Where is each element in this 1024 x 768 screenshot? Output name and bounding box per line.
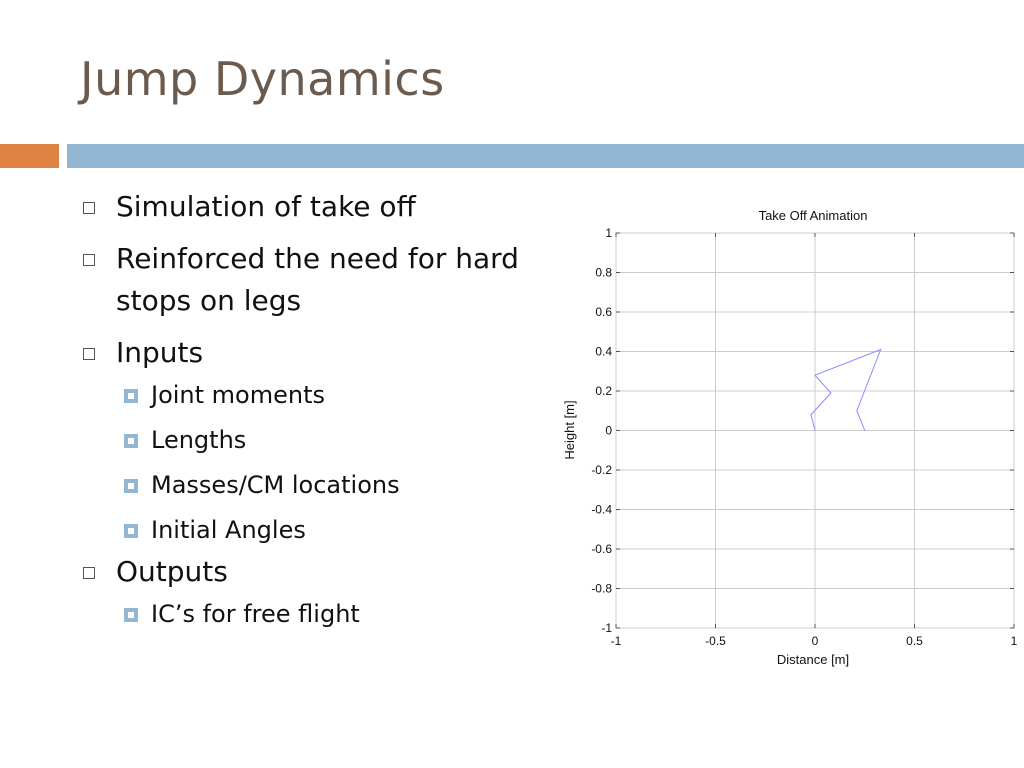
bullet-hard-stops xyxy=(80,238,540,322)
y-tick-label: -1 xyxy=(601,621,612,635)
accent-bar xyxy=(0,144,59,168)
bullet-inputs xyxy=(80,332,540,374)
bullet-outputs xyxy=(80,551,540,593)
bullet-text: Simulation of take off xyxy=(116,190,416,223)
sub-bullet-masses xyxy=(80,468,540,502)
sub-bullet-ics xyxy=(80,597,540,631)
x-axis-label: Distance [m] xyxy=(776,652,850,667)
hollow-square-bullet-icon xyxy=(83,254,95,266)
y-tick-label: -0.4 xyxy=(591,502,612,517)
hollow-square-bullet-icon xyxy=(83,567,95,579)
slide-title: Jump Dynamics xyxy=(80,52,445,106)
x-tick-label: -0.5 xyxy=(705,634,726,648)
bullet-list xyxy=(80,186,540,642)
title-rule-bar xyxy=(67,144,1024,168)
y-tick-label: -0.6 xyxy=(591,542,612,556)
hollow-square-bullet-icon xyxy=(83,202,95,214)
x-tick-label: 0.5 xyxy=(906,634,923,648)
y-tick-label: -0.2 xyxy=(591,463,612,477)
sub-bullet-initial-angles xyxy=(80,513,540,547)
data-series-line xyxy=(811,350,881,431)
bullet-simulation xyxy=(80,186,540,228)
sub-bullet-text: Joint moments xyxy=(151,381,326,409)
x-tick-label: 0 xyxy=(811,634,819,648)
chart-ticks xyxy=(591,226,1017,648)
sub-bullet-text: Masses/CM locations xyxy=(151,471,400,499)
y-tick-label: 0.6 xyxy=(595,305,612,319)
y-axis-label: Height [m] xyxy=(562,400,577,460)
filled-square-bullet-icon xyxy=(124,608,138,622)
sub-bullet-text: Lengths xyxy=(151,426,247,454)
bullet-text: Inputs xyxy=(116,336,204,369)
x-tick-label: -1 xyxy=(610,634,622,648)
y-tick-label: 1 xyxy=(605,226,612,240)
y-tick-label: 0.8 xyxy=(595,265,612,280)
sub-bullet-lengths xyxy=(80,423,540,457)
y-tick-label: -0.8 xyxy=(591,581,612,596)
bullet-text: Outputs xyxy=(116,555,228,588)
chart-series xyxy=(811,350,881,431)
y-tick-label: 0.2 xyxy=(595,384,612,398)
sub-bullet-joint-moments xyxy=(80,378,540,412)
filled-square-bullet-icon xyxy=(124,389,138,403)
hollow-square-bullet-icon xyxy=(83,348,95,360)
filled-square-bullet-icon xyxy=(124,434,138,448)
y-tick-label: 0 xyxy=(605,423,612,438)
filled-square-bullet-icon xyxy=(124,479,138,493)
filled-square-bullet-icon xyxy=(124,524,138,538)
take-off-chart xyxy=(548,198,1024,678)
sub-bullet-text: Initial Angles xyxy=(151,516,306,544)
x-tick-label: 1 xyxy=(1010,634,1018,648)
y-tick-label: 0.4 xyxy=(595,344,612,359)
bullet-text: Reinforced the need for hard stops on legs xyxy=(116,242,519,317)
sub-bullet-text: IC’s for free flight xyxy=(151,600,360,628)
chart-title: Take Off Animation xyxy=(758,208,868,223)
